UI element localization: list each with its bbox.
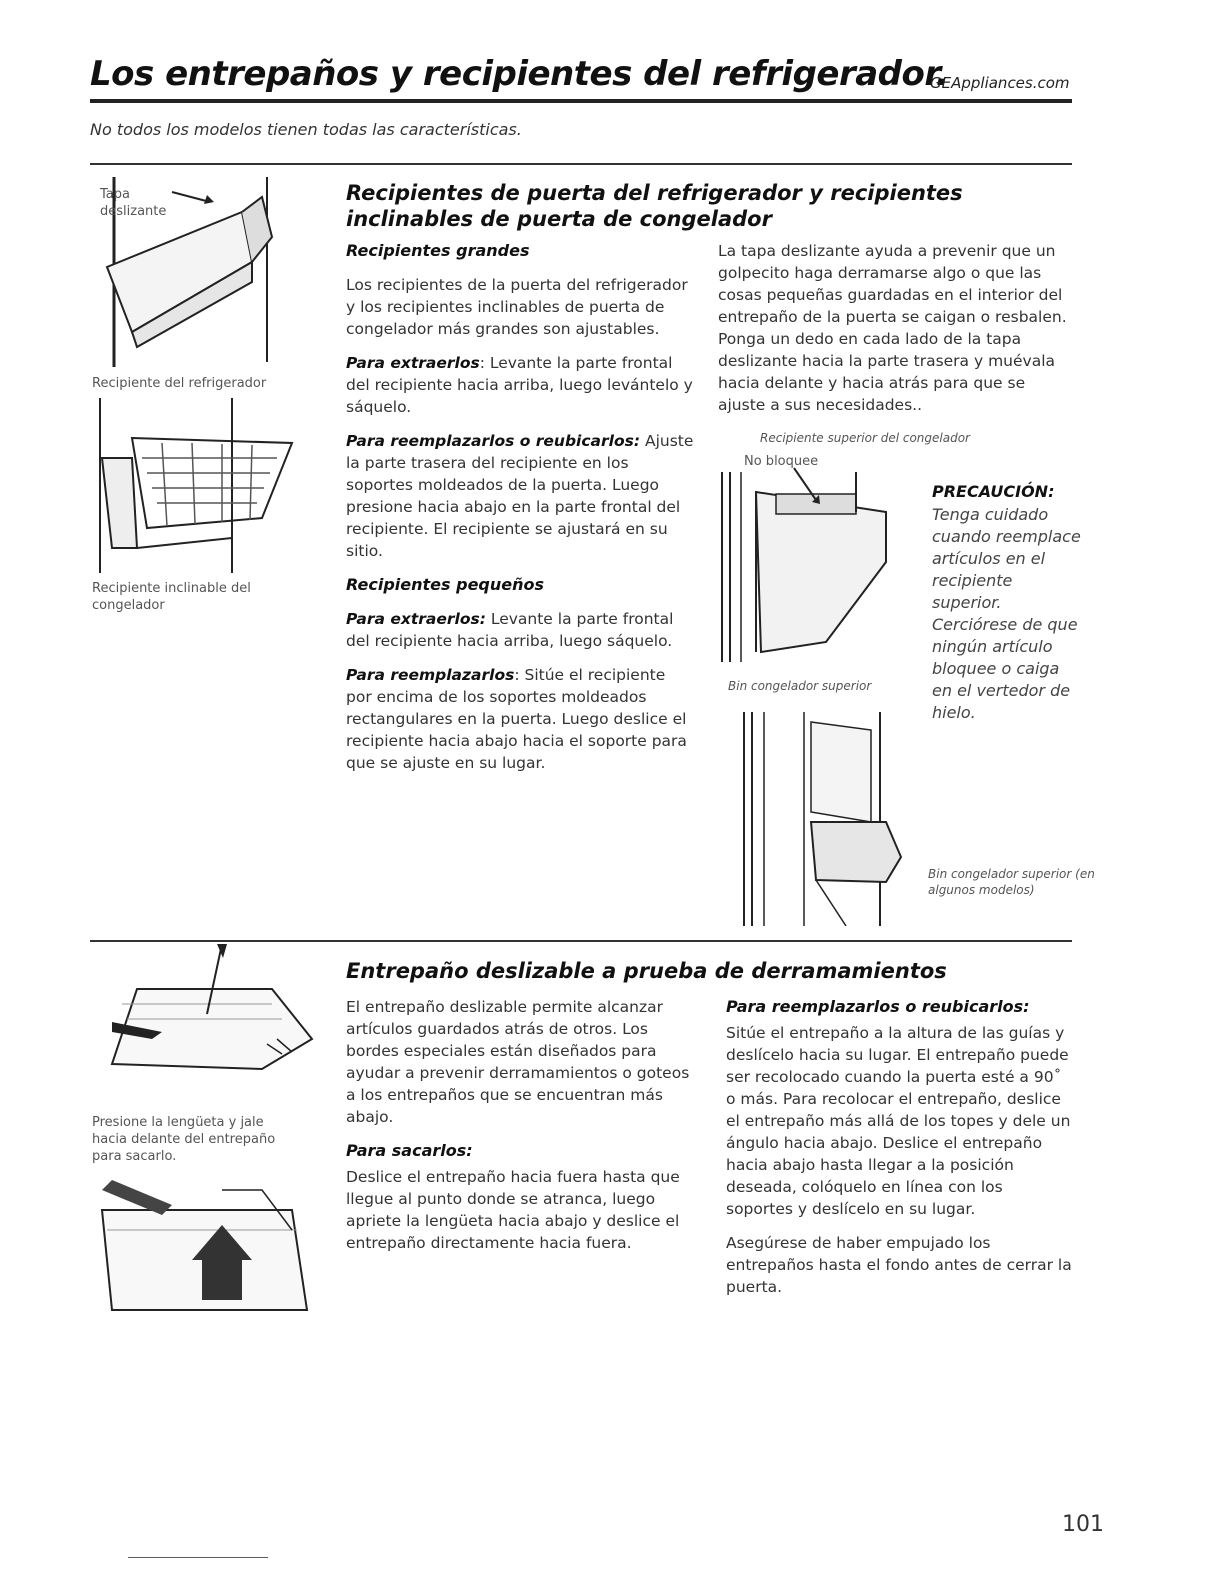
top-freezer-bin-illustration	[716, 452, 916, 664]
footer-line	[128, 1557, 268, 1558]
small-bins-replace: Para reemplazarlos: Sitúe el recipiente por encima de los soportes moldeados rectangulares en la puerta. Luego deslice el recipiente hacia abajo hacia el soporte para que se ajuste en su lugar.	[346, 666, 687, 772]
tilt-bin-illustration	[92, 398, 312, 576]
section1-left-column	[346, 240, 694, 786]
page-subtitle: No todos los modelos tienen todas las características.	[90, 120, 522, 139]
section2-left-column	[346, 996, 700, 1266]
top-freezer-bin-some-models-caption: Bin congelador superior (en algunos modelos)	[928, 867, 1095, 897]
large-bins-remove: Para extraerlos: Levante la parte frontal del recipiente hacia arriba, luego levántelo y sáquelo.	[346, 354, 693, 416]
title-rule	[90, 99, 1072, 103]
caution-text: Tenga cuidado cuando reemplace artículos en el recipiente superior. Cerciórese de que ningún artículo bloquee o caiga en el vertedor de hielo.	[932, 505, 1081, 722]
website-label: GEAppliances.com	[930, 74, 1070, 92]
section2-intro: El entrepaño deslizable permite alcanzar artículos guardados atrás de otros. Los bordes especiales están diseñados para ayudar a prevenir derramamientos o goteos a los entrepaños que se encuentran más abajo.	[346, 998, 690, 1126]
top-freezer-bin-some-models-illustration	[716, 702, 916, 926]
refrigerator-bin-caption: Recipiente del refrigerador	[92, 376, 267, 391]
shelf-figure-caption: Presione la lengüeta y jale hacia delante del entrepaño para sacarlo.	[92, 1115, 276, 1164]
large-bins-replace: Para reemplazarlos o reubicarlos: Ajuste la parte trasera del recipiente en los soportes moldeados de la puerta. Luego presione hacia abajo en la parte frontal del recipiente. El recipiente se ajustará en su sitio.	[346, 432, 694, 560]
lid-label: Tapa deslizante	[100, 187, 167, 219]
section1-right-column	[718, 240, 1070, 428]
small-bins-remove: Para extraerlos: Levante la parte frontal del recipiente hacia arriba, luego sáquelo.	[346, 610, 674, 650]
page-number: 101	[1062, 1512, 1104, 1537]
section-divider-2	[90, 940, 1072, 942]
large-bins-text: Los recipientes de la puerta del refrigerador y los recipientes inclinables de puerta de congelador más grandes son ajustables.	[346, 276, 688, 338]
section2-replace-text: Sitúe el entrepaño a la altura de las guías y deslícelo hacia su lugar. El entrepaño puede ser recolocado cuando la puerta esté a 90˚ o más. Para recolocar el entrepaño, deslice el entrepaño más allá de los topes y dele un ángulo hacia abajo. Deslice el entrepaño hacia abajo hasta llegar a la posición deseada, colóquelo en línea con los soportes y deslícelo en su lugar.	[726, 1024, 1071, 1218]
spillproof-shelf-illustration-1	[92, 944, 322, 1109]
section2-replace-title: Para reemplazarlos o reubicarlos:	[726, 997, 1030, 1016]
large-bins-title: Recipientes grandes	[346, 241, 530, 260]
section2-right-column	[726, 996, 1074, 1310]
no-block-label: No bloquee	[744, 454, 819, 469]
section2-remove-text: Deslice el entrepaño hacia fuera hasta que llegue al punto donde se atranca, luego apriete la lengüeta hacia abajo y deslice el entrepaño directamente hacia fuera.	[346, 1168, 680, 1252]
caution-title: PRECAUCIÓN:	[932, 482, 1055, 501]
section2-heading: Entrepaño deslizable a prueba de derramamientos	[346, 959, 947, 983]
page-title: Los entrepaños y recipientes del refrigerador.	[90, 54, 949, 94]
section2-remove-title: Para sacarlos:	[346, 1141, 473, 1160]
top-freezer-bin-caption: Bin congelador superior	[728, 679, 872, 693]
tilt-bin-caption: Recipiente inclinable del congelador	[92, 581, 251, 613]
section2-push-text: Asegúrese de haber empujado los entrepaños hasta el fondo antes de cerrar la puerta.	[726, 1234, 1072, 1296]
small-bins-title: Recipientes pequeños	[346, 575, 545, 594]
lid-text: La tapa deslizante ayuda a prevenir que un golpecito haga derramarse algo o que las cosas pequeñas guardadas en el interior del entrepaño de la puerta se caigan o resbalen. Ponga un dedo en cada lado de la tapa deslizante hacia la parte trasera y muévala hacia delante y hacia atrás para que se ajuste a sus necesidades..	[718, 242, 1067, 414]
section-divider-1	[90, 163, 1072, 165]
top-bin-caption: Recipiente superior del congelador	[760, 431, 970, 445]
spillproof-shelf-illustration-2	[92, 1170, 322, 1330]
section1-heading: Recipientes de puerta del refrigerador y recipientes inclinables de puerta de congelador	[346, 181, 963, 231]
